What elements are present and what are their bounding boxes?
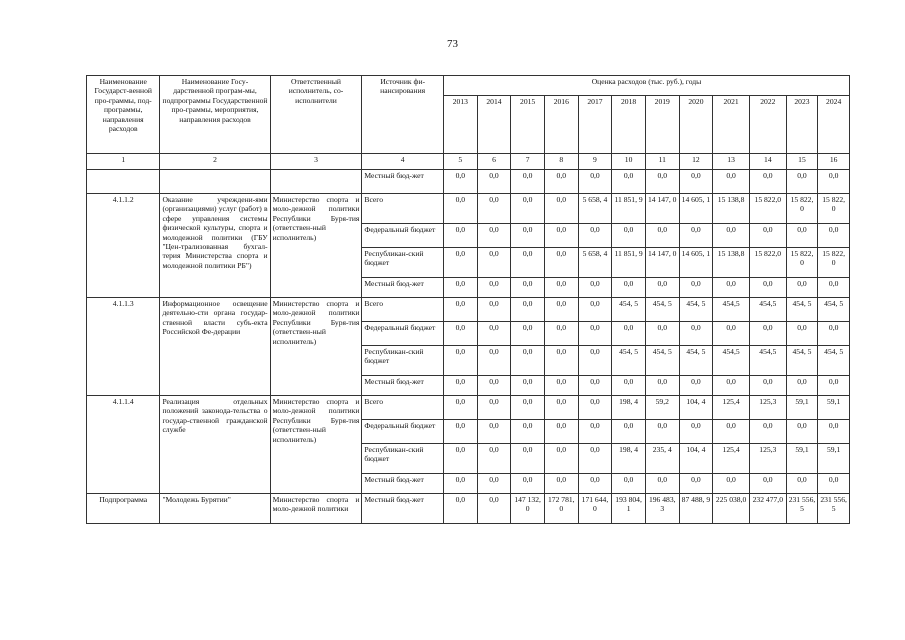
row-name: Информационное освещение деятельно-сти органа государ-ственной власти субъ-екта Российской Фе-дерации [160, 298, 270, 396]
value-cell: 454,5 [749, 298, 786, 322]
value-cell: 0,0 [578, 396, 612, 420]
column-index: 8 [544, 154, 578, 170]
value-cell: 0,0 [612, 420, 646, 444]
value-cell: 0,0 [443, 494, 477, 524]
value-cell: 0,0 [443, 278, 477, 298]
header-row [87, 76, 850, 96]
value-cell: 0,0 [818, 376, 850, 396]
value-cell: 454, 5 [612, 298, 646, 322]
value-cell: 0,0 [713, 278, 750, 298]
value-cell: 15 822,0 [749, 194, 786, 224]
row-code: 4.1.1.2 [87, 194, 160, 298]
row-source: Федеральный бюджет [362, 224, 444, 248]
value-cell: 454, 5 [818, 346, 850, 376]
value-cell: 14 147, 0 [645, 248, 679, 278]
value-cell: 0,0 [679, 322, 713, 346]
value-cell: 0,0 [477, 346, 511, 376]
value-cell: 454,5 [713, 346, 750, 376]
value-cell: 0,0 [749, 224, 786, 248]
value-cell: 0,0 [477, 396, 511, 420]
value-cell: 0,0 [443, 248, 477, 278]
value-cell: 0,0 [477, 298, 511, 322]
value-cell: 172 781, 0 [544, 494, 578, 524]
column-index: 12 [679, 154, 713, 170]
value-cell: 454, 5 [679, 298, 713, 322]
column-index: 16 [818, 154, 850, 170]
header-source: Источник фи-нансирования [362, 76, 444, 154]
value-cell: 14 147, 0 [645, 194, 679, 224]
value-cell: 0,0 [544, 346, 578, 376]
column-index: 5 [443, 154, 477, 170]
value-cell: 0,0 [578, 298, 612, 322]
value-cell: 0,0 [511, 248, 545, 278]
value-cell: 0,0 [679, 474, 713, 494]
value-cell: 104, 4 [679, 396, 713, 420]
value-cell: 0,0 [544, 474, 578, 494]
value-cell: 0,0 [578, 346, 612, 376]
row-source: Федеральный бюджет [362, 420, 444, 444]
value-cell: 0,0 [645, 224, 679, 248]
value-cell: 0,0 [612, 474, 646, 494]
value-cell: 0,0 [679, 376, 713, 396]
row-source: Местный бюд-жет [362, 170, 444, 194]
row-name: "Молодежь Бурятии" [160, 494, 270, 524]
value-cell: 0,0 [544, 298, 578, 322]
value-cell: 0,0 [477, 224, 511, 248]
row-source: Местный бюд-жет [362, 494, 444, 524]
row-source: Местный бюд-жет [362, 278, 444, 298]
value-cell: 0,0 [544, 396, 578, 420]
value-cell: 125,4 [713, 444, 750, 474]
value-cell: 0,0 [713, 224, 750, 248]
value-cell: 59,1 [818, 444, 850, 474]
value-cell: 225 038,0 [713, 494, 750, 524]
row-code: 4.1.1.3 [87, 298, 160, 396]
value-cell: 0,0 [578, 444, 612, 474]
value-cell: 0,0 [786, 170, 818, 194]
row-code: Подпрограмма [87, 494, 160, 524]
row-name: Оказание учреждени-ями (организациями) услуг (работ) в сфере управления системы физической культуры, спорта и молодежной политики (ГБУ "Цен-трализованная бухгал-терия Министерства спорта и молодежной политики РБ") [160, 194, 270, 298]
table-row [87, 396, 850, 420]
value-cell: 0,0 [578, 376, 612, 396]
header-estimate: Оценка расходов (тыс. руб.), годы [443, 76, 849, 96]
value-cell: 0,0 [612, 278, 646, 298]
value-cell: 196 483, 3 [645, 494, 679, 524]
value-cell: 59,1 [786, 444, 818, 474]
row-source: Местный бюд-жет [362, 376, 444, 396]
table-row [87, 194, 850, 224]
value-cell: 0,0 [749, 278, 786, 298]
value-cell: 0,0 [544, 376, 578, 396]
value-cell: 0,0 [578, 420, 612, 444]
value-cell: 454, 5 [612, 346, 646, 376]
value-cell: 0,0 [544, 420, 578, 444]
value-cell: 0,0 [786, 224, 818, 248]
value-cell: 0,0 [645, 376, 679, 396]
value-cell: 0,0 [511, 420, 545, 444]
column-index: 6 [477, 154, 511, 170]
value-cell: 15 822, 0 [786, 194, 818, 224]
value-cell: 0,0 [477, 278, 511, 298]
value-cell: 0,0 [818, 322, 850, 346]
value-cell: 0,0 [645, 474, 679, 494]
value-cell: 15 822, 0 [818, 248, 850, 278]
value-cell: 235, 4 [645, 444, 679, 474]
value-cell: 171 644, 0 [578, 494, 612, 524]
value-cell: 0,0 [749, 170, 786, 194]
column-index: 9 [578, 154, 612, 170]
year-header: 2013 [443, 96, 477, 154]
value-cell: 0,0 [578, 224, 612, 248]
budget-table [86, 75, 850, 524]
value-cell: 0,0 [477, 474, 511, 494]
value-cell: 0,0 [544, 248, 578, 278]
column-index: 14 [749, 154, 786, 170]
value-cell: 0,0 [578, 474, 612, 494]
value-cell: 5 658, 4 [578, 194, 612, 224]
value-cell: 0,0 [818, 170, 850, 194]
row-source: Всего [362, 194, 444, 224]
column-index: 3 [270, 154, 362, 170]
row-source: Федеральный бюджет [362, 322, 444, 346]
value-cell: 11 851, 9 [612, 194, 646, 224]
row-source: Местный бюд-жет [362, 474, 444, 494]
value-cell: 0,0 [749, 474, 786, 494]
value-cell: 14 605, 1 [679, 194, 713, 224]
value-cell: 0,0 [713, 322, 750, 346]
value-cell: 0,0 [645, 322, 679, 346]
table-row [87, 494, 850, 524]
header-name: Наименование Госу-дарственной програм-мы, подпрограммы Государственной про-граммы, мероприятия, направления расходов [160, 76, 270, 154]
value-cell: 231 556, 5 [818, 494, 850, 524]
value-cell: 0,0 [544, 444, 578, 474]
value-cell: 104, 4 [679, 444, 713, 474]
column-index: 4 [362, 154, 444, 170]
value-cell: 0,0 [679, 420, 713, 444]
value-cell: 11 851, 9 [612, 248, 646, 278]
row-source: Республикан-ский бюджет [362, 346, 444, 376]
row-code [87, 170, 160, 194]
value-cell: 0,0 [544, 224, 578, 248]
value-cell: 14 605, 1 [679, 248, 713, 278]
column-index: 13 [713, 154, 750, 170]
row-source: Всего [362, 396, 444, 420]
value-cell: 0,0 [713, 376, 750, 396]
value-cell: 0,0 [477, 376, 511, 396]
row-executor: Министерство спорта и моло-дежной политики Республики Буря-тия (ответствен-ный исполнитель) [270, 396, 362, 494]
value-cell: 0,0 [477, 322, 511, 346]
value-cell: 198, 4 [612, 396, 646, 420]
column-index: 1 [87, 154, 160, 170]
value-cell: 198, 4 [612, 444, 646, 474]
column-index: 15 [786, 154, 818, 170]
value-cell: 0,0 [443, 420, 477, 444]
value-cell: 232 477,0 [749, 494, 786, 524]
value-cell: 125,4 [713, 396, 750, 420]
year-header: 2024 [818, 96, 850, 154]
value-cell: 59,2 [645, 396, 679, 420]
year-header: 2017 [578, 96, 612, 154]
value-cell: 0,0 [818, 474, 850, 494]
value-cell: 0,0 [612, 376, 646, 396]
value-cell: 0,0 [612, 322, 646, 346]
value-cell: 0,0 [443, 170, 477, 194]
value-cell: 59,1 [818, 396, 850, 420]
value-cell: 0,0 [443, 376, 477, 396]
value-cell: 0,0 [612, 170, 646, 194]
value-cell: 0,0 [443, 322, 477, 346]
value-cell: 231 556, 5 [786, 494, 818, 524]
row-executor [270, 170, 362, 194]
value-cell: 0,0 [818, 224, 850, 248]
value-cell: 15 138,8 [713, 194, 750, 224]
value-cell: 59,1 [786, 396, 818, 420]
row-source: Республикан-ский бюджет [362, 444, 444, 474]
value-cell: 454, 5 [645, 298, 679, 322]
row-executor: Министерство спорта и моло-дежной политики [270, 494, 362, 524]
value-cell: 0,0 [511, 444, 545, 474]
year-header: 2016 [544, 96, 578, 154]
value-cell: 0,0 [443, 444, 477, 474]
value-cell: 125,3 [749, 396, 786, 420]
value-cell: 454,5 [749, 346, 786, 376]
column-index: 2 [160, 154, 270, 170]
column-index: 11 [645, 154, 679, 170]
year-header: 2018 [612, 96, 646, 154]
value-cell: 0,0 [511, 346, 545, 376]
value-cell: 0,0 [544, 322, 578, 346]
value-cell: 0,0 [443, 346, 477, 376]
value-cell: 0,0 [578, 170, 612, 194]
value-cell: 0,0 [443, 474, 477, 494]
year-header: 2022 [749, 96, 786, 154]
value-cell: 0,0 [477, 248, 511, 278]
page-number: 73 [447, 38, 458, 50]
value-cell: 0,0 [645, 278, 679, 298]
value-cell: 15 138,8 [713, 248, 750, 278]
value-cell: 0,0 [749, 322, 786, 346]
value-cell: 0,0 [786, 474, 818, 494]
value-cell: 0,0 [749, 420, 786, 444]
year-header: 2020 [679, 96, 713, 154]
value-cell: 454, 5 [679, 346, 713, 376]
value-cell: 454, 5 [786, 346, 818, 376]
row-source: Всего [362, 298, 444, 322]
value-cell: 0,0 [786, 376, 818, 396]
row-name [160, 170, 270, 194]
value-cell: 0,0 [578, 322, 612, 346]
value-cell: 0,0 [713, 170, 750, 194]
value-cell: 0,0 [544, 170, 578, 194]
value-cell: 147 132, 0 [511, 494, 545, 524]
column-index-row [87, 154, 850, 170]
value-cell: 87 488, 9 [679, 494, 713, 524]
value-cell: 0,0 [679, 278, 713, 298]
value-cell: 0,0 [786, 322, 818, 346]
value-cell: 0,0 [713, 420, 750, 444]
value-cell: 0,0 [544, 278, 578, 298]
value-cell: 0,0 [511, 224, 545, 248]
value-cell: 0,0 [679, 224, 713, 248]
table-row [87, 298, 850, 322]
year-header: 2021 [713, 96, 750, 154]
row-name: Реализация отдельных положений законода-тельства о государ-ственной гражданской службе [160, 396, 270, 494]
value-cell: 0,0 [713, 474, 750, 494]
value-cell: 0,0 [511, 194, 545, 224]
value-cell: 0,0 [786, 278, 818, 298]
header-executor: Ответственный исполнитель, со-исполнители [270, 76, 362, 154]
value-cell: 15 822, 0 [818, 194, 850, 224]
value-cell: 0,0 [477, 194, 511, 224]
year-header: 2015 [511, 96, 545, 154]
value-cell: 0,0 [511, 170, 545, 194]
value-cell: 5 658, 4 [578, 248, 612, 278]
value-cell: 0,0 [578, 278, 612, 298]
value-cell: 0,0 [511, 298, 545, 322]
value-cell: 0,0 [786, 420, 818, 444]
header-program: Наименование Государст-венной про-граммы, под-программы, направления расходов [87, 76, 160, 154]
value-cell: 193 804, 1 [612, 494, 646, 524]
value-cell: 0,0 [443, 298, 477, 322]
value-cell: 0,0 [443, 194, 477, 224]
value-cell: 0,0 [477, 494, 511, 524]
value-cell: 454, 5 [786, 298, 818, 322]
value-cell: 454, 5 [818, 298, 850, 322]
value-cell: 454,5 [713, 298, 750, 322]
value-cell: 0,0 [511, 396, 545, 420]
year-header: 2019 [645, 96, 679, 154]
value-cell: 125,3 [749, 444, 786, 474]
column-index: 7 [511, 154, 545, 170]
column-index: 10 [612, 154, 646, 170]
value-cell: 0,0 [477, 420, 511, 444]
year-header: 2023 [786, 96, 818, 154]
value-cell: 0,0 [477, 170, 511, 194]
value-cell: 0,0 [749, 376, 786, 396]
value-cell: 0,0 [544, 194, 578, 224]
value-cell: 454, 5 [645, 346, 679, 376]
row-code: 4.1.1.4 [87, 396, 160, 494]
value-cell: 0,0 [477, 444, 511, 474]
row-executor: Министерство спорта и моло-дежной политики Республики Буря-тия (ответствен-ный исполнитель) [270, 298, 362, 396]
table-row [87, 170, 850, 194]
year-header: 2014 [477, 96, 511, 154]
value-cell: 0,0 [645, 170, 679, 194]
value-cell: 0,0 [443, 224, 477, 248]
value-cell: 15 822, 0 [786, 248, 818, 278]
value-cell: 0,0 [511, 278, 545, 298]
value-cell: 0,0 [645, 420, 679, 444]
row-executor: Министерство спорта и моло-дежной политики Республики Буря-тия (ответствен-ный исполнитель) [270, 194, 362, 298]
value-cell: 0,0 [443, 396, 477, 420]
value-cell: 0,0 [511, 474, 545, 494]
value-cell: 0,0 [818, 278, 850, 298]
value-cell: 0,0 [612, 224, 646, 248]
value-cell: 15 822,0 [749, 248, 786, 278]
value-cell: 0,0 [511, 376, 545, 396]
value-cell: 0,0 [511, 322, 545, 346]
value-cell: 0,0 [679, 170, 713, 194]
row-source: Республикан-ский бюджет [362, 248, 444, 278]
value-cell: 0,0 [818, 420, 850, 444]
